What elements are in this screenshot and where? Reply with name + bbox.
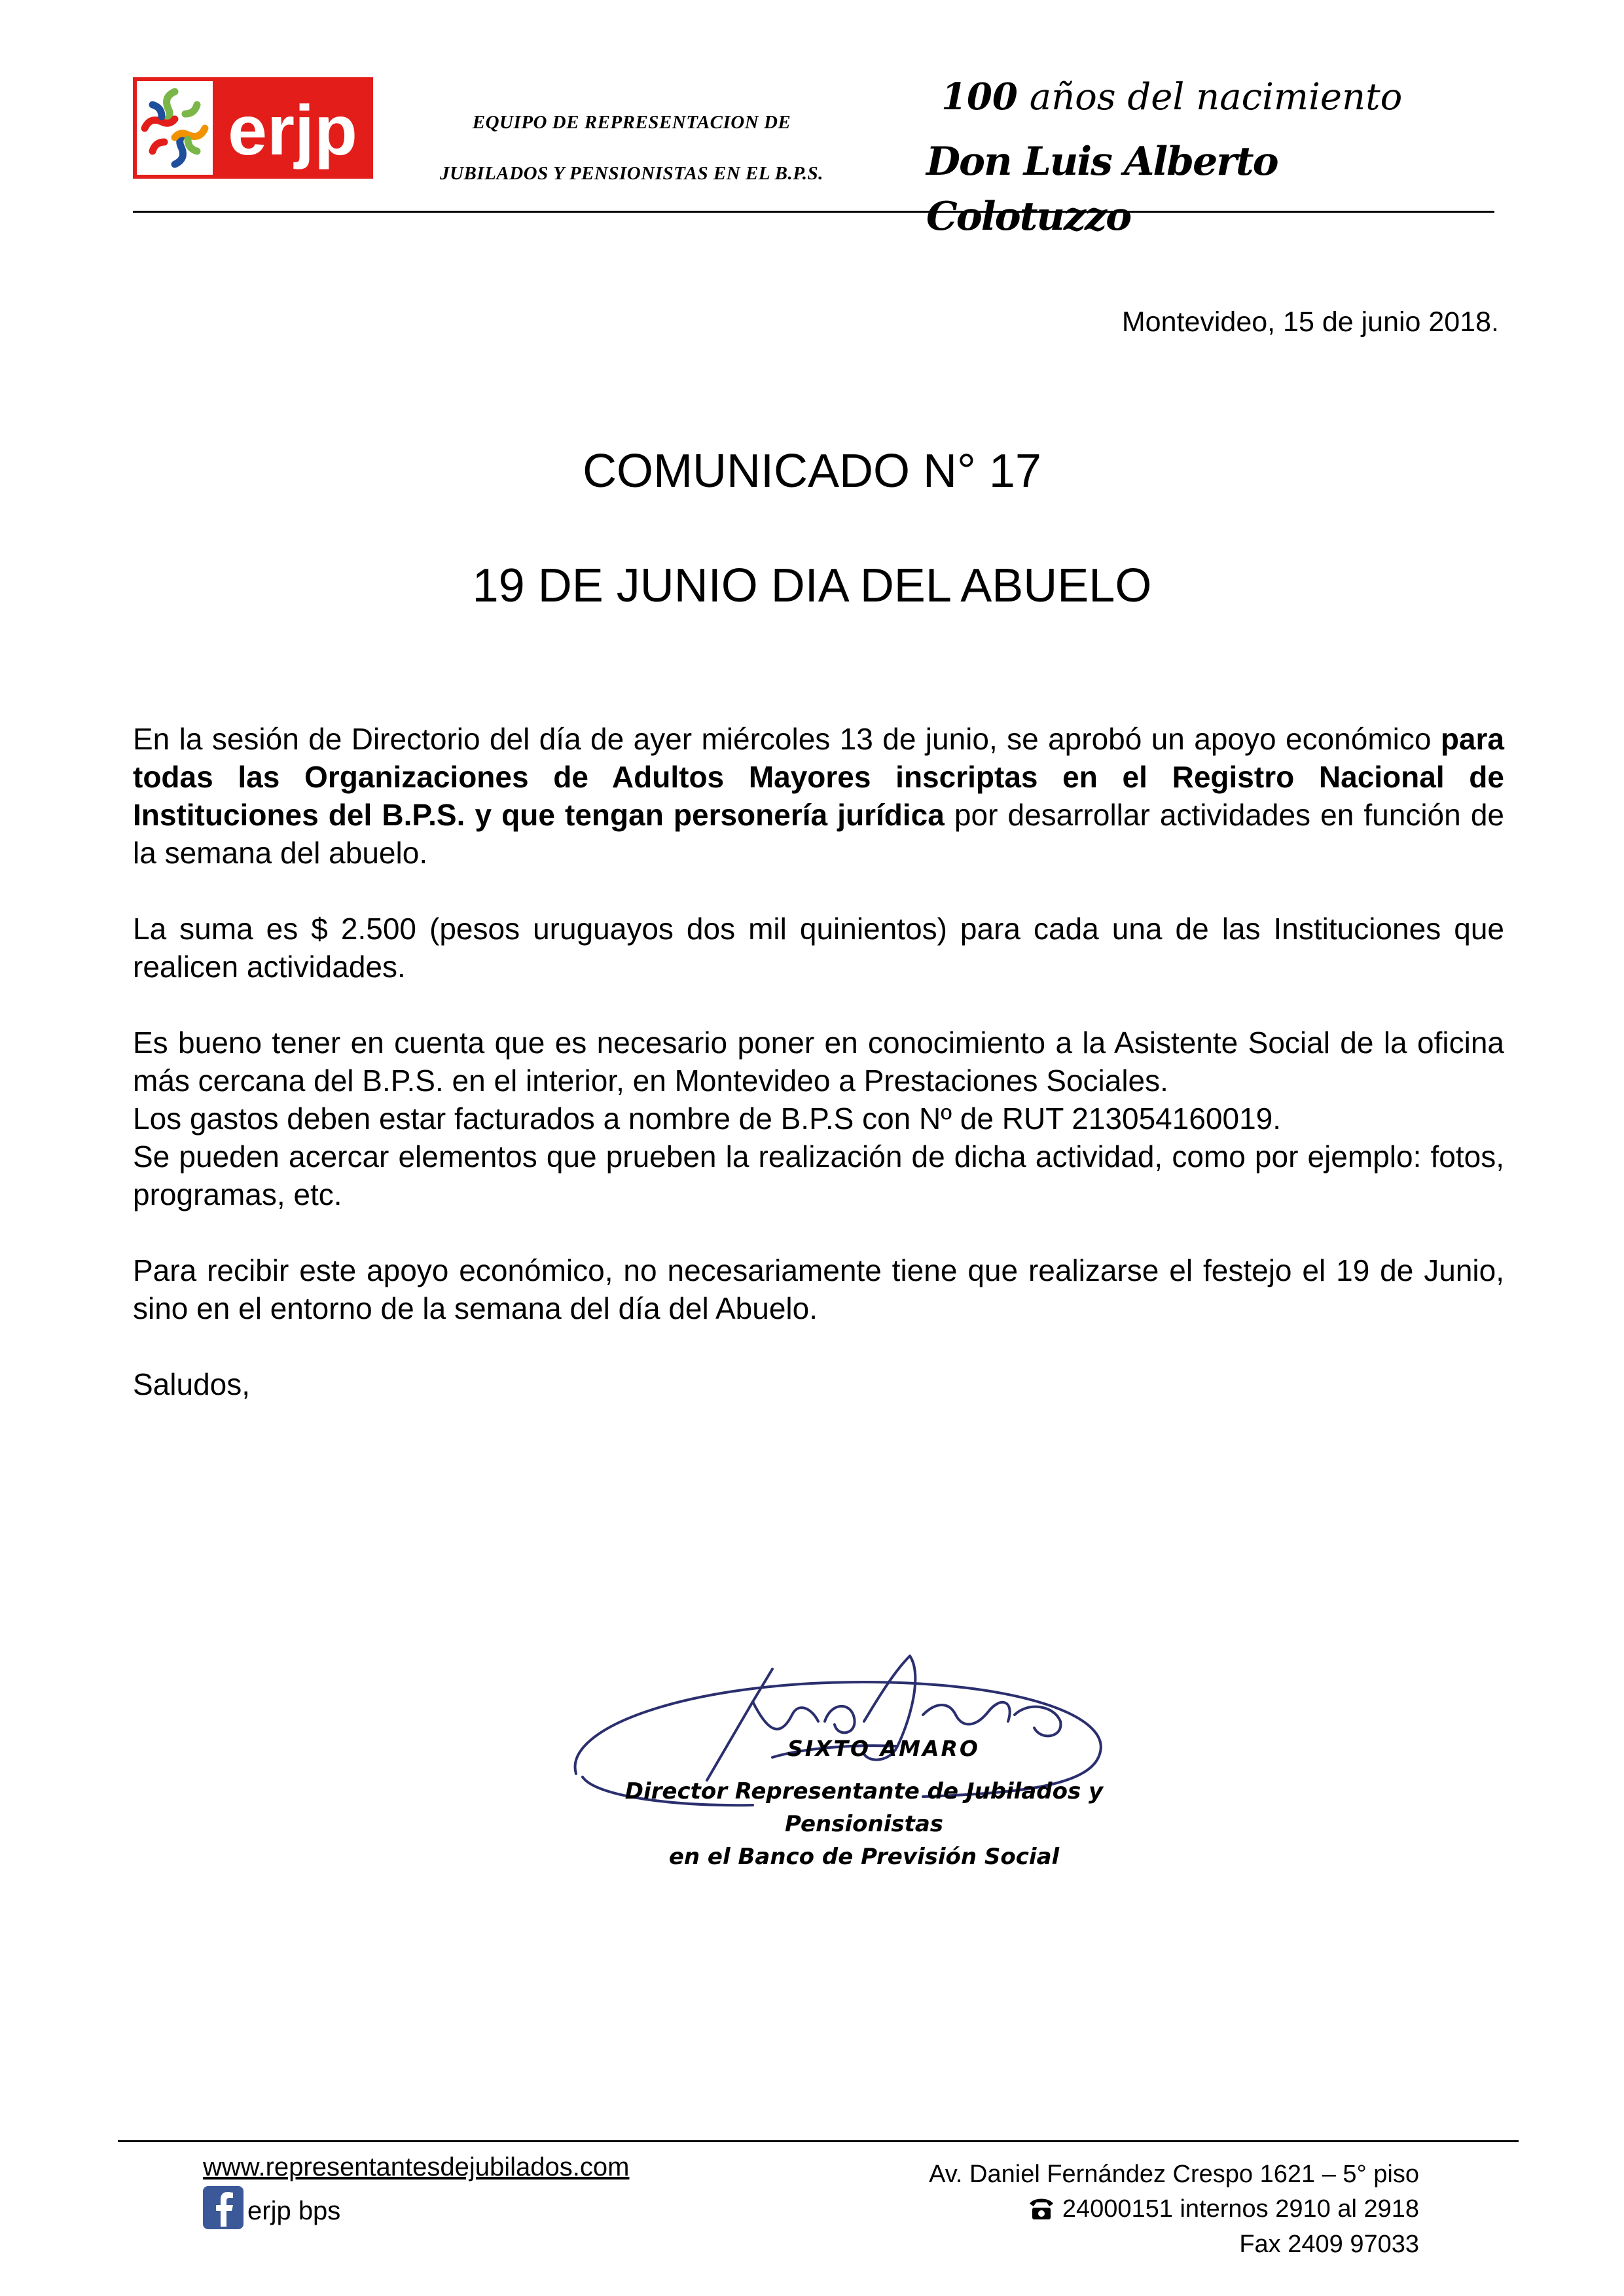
organization-name <box>383 97 880 199</box>
document-title: COMUNICADO N° 17 <box>583 445 1041 497</box>
centenary-number: 100 <box>941 75 1018 118</box>
paragraph-2: La suma es $ 2.500 (pesos uruguayos dos mil quinientos) para cada una de las Instituciones que realicen actividades. <box>133 912 1504 984</box>
signatory-title <box>543 1775 1185 1873</box>
footer-divider <box>118 2140 1519 2142</box>
signatory-title-line1: Director Representante de Jubilados y Pensionistas <box>624 1778 1104 1837</box>
telephone-icon <box>1027 2195 1056 2220</box>
organization-name-line2: JUBILADOS Y PENSIONISTAS EN EL B.P.S. <box>440 163 823 184</box>
footer-address: Av. Daniel Fernández Crespo 1621 – 5° piso <box>929 2161 1419 2188</box>
erjp-swirl-logo-icon <box>133 77 373 179</box>
centenary-text: años del nacimiento <box>1029 76 1403 118</box>
organization-name-line1: EQUIPO DE REPRESENTACION DE <box>472 112 791 133</box>
signatory-title-line2: en el Banco de Previsión Social <box>668 1844 1060 1870</box>
centenary-name: Don Luis Alberto Colotuzzo <box>926 139 1278 240</box>
date-line: Montevideo, 15 de junio 2018. <box>1121 306 1499 338</box>
paragraph-1-start: En la sesión de Directorio del día de ayer miércoles 13 de junio, se aprobó un apoyo económico <box>133 722 1441 756</box>
paragraph-1 <box>133 720 1504 872</box>
footer-phone-number: 24000151 internos 2910 al 2918 <box>1062 2195 1419 2223</box>
paragraph-4: Para recibir este apoyo económico, no necesariamente tiene que realizarse el festejo el 19 de Junio, sino en el entorno de la semana del día del Abuelo. <box>133 1253 1504 1325</box>
paragraph-1-end: por desarrollar actividades en función de la semana del abuelo. <box>133 798 1504 870</box>
centenary-heading <box>941 71 1478 124</box>
website-link[interactable]: www.representantesdejubilados.com <box>203 2153 630 2181</box>
closing: Saludos, <box>133 1367 251 1401</box>
erjp-logo <box>133 77 373 179</box>
paragraph-3c: Se pueden acercar elementos que prueben la realización de dicha actividad, como por ejemplo: fotos, programas, etc. <box>133 1139 1504 1211</box>
paragraph-1-bold: para todas las Organizaciones de Adultos Mayores inscriptas en el Registro Nacional de Instituciones del B.P.S. y que tengan personería jurídica <box>133 722 1504 832</box>
facebook-label[interactable]: erjp bps <box>247 2197 341 2225</box>
paragraph-3a: Es bueno tener en cuenta que es necesario poner en conocimiento a la Asistente Social de la oficina más cercana del B.P.S. en el interior, en Montevideo a Prestaciones Sociales. <box>133 1026 1504 1098</box>
paragraph-3b: Los gastos deben estar facturados a nombre de B.P.S con Nº de RUT 213054160019. <box>133 1102 1282 1136</box>
letter-body <box>133 720 1504 1441</box>
footer-fax: Fax 2409 97033 <box>1239 2231 1419 2258</box>
document-subtitle: 19 DE JUNIO DIA DEL ABUELO <box>472 560 1152 612</box>
header-divider <box>133 211 1494 213</box>
signatory-name: SIXTO AMARO <box>787 1736 980 1761</box>
facebook-icon[interactable] <box>203 2186 244 2229</box>
footer-phone <box>785 2191 1419 2227</box>
logo-text: erjp <box>227 90 358 170</box>
